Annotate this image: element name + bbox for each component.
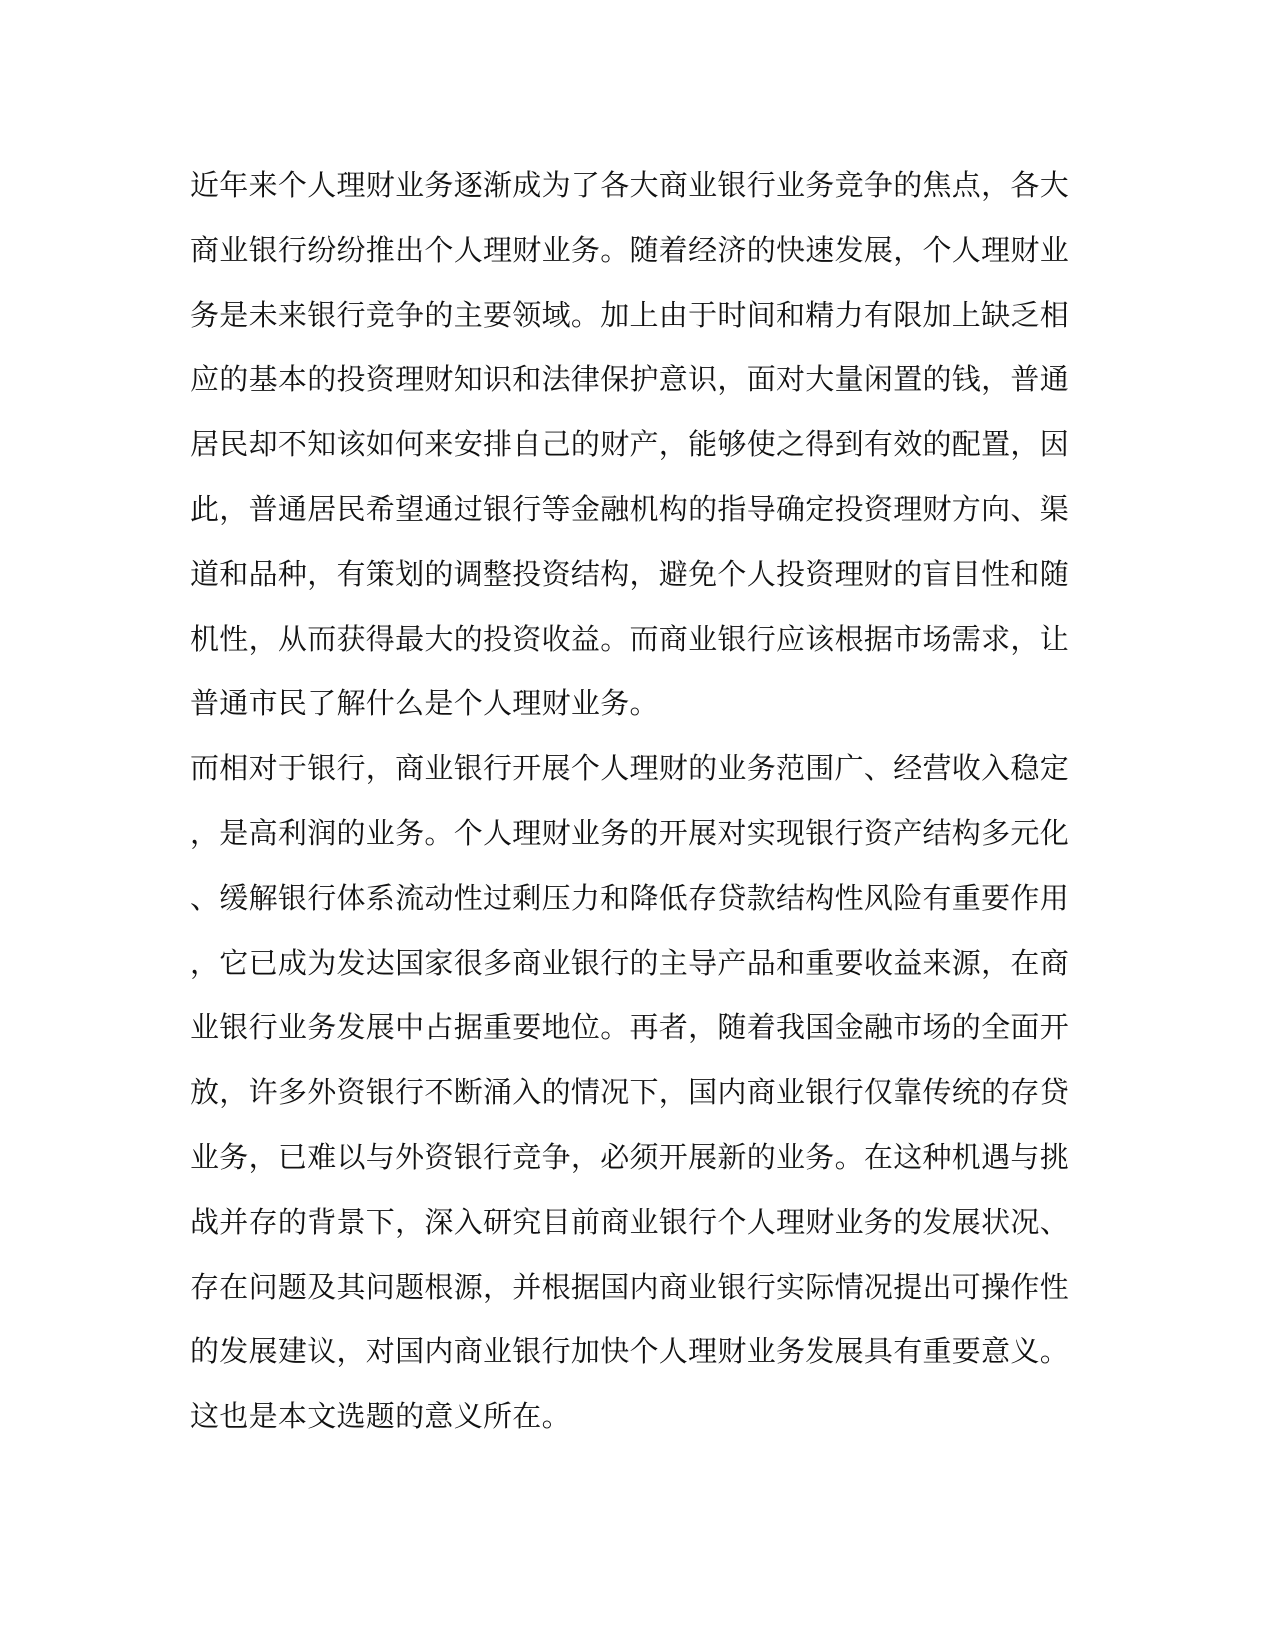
text-line: 务是未来银行竞争的主要领域。加上由于时间和精力有限加上缺乏相: [190, 297, 1070, 332]
body-text: [190, 153, 1070, 1449]
text-line: 放，许多外资银行不断涌入的情况下，国内商业银行仅靠传统的存贷: [190, 1075, 1070, 1110]
text-line: ，它已成为发达国家很多商业银行的主导产品和重要收益来源，在商: [190, 945, 1070, 980]
text-line: 战并存的背景下，深入研究目前商业银行个人理财业务的发展状况、: [190, 1204, 1070, 1239]
text-line: 近年来个人理财业务逐渐成为了各大商业银行业务竞争的焦点，各大: [190, 168, 1070, 202]
text-line: 道和品种，有策划的调整投资结构，避免个人投资理财的盲目性和随: [190, 556, 1070, 591]
text-line: 存在问题及其问题根源，并根据国内商业银行实际情况提出可操作性: [190, 1269, 1070, 1304]
text-line: 业务，已难以与外资银行竞争，必须开展新的业务。在这种机遇与挑: [190, 1139, 1070, 1174]
text-line: ，是高利润的业务。个人理财业务的开展对实现银行资产结构多元化: [190, 815, 1070, 850]
text-line: 、缓解银行体系流动性过剩压力和降低存贷款结构性风险有重要作用: [190, 880, 1070, 915]
text-line: 应的基本的投资理财知识和法律保护意识，面对大量闲置的钱，普通: [190, 362, 1070, 397]
text-line: 此，普通居民希望通过银行等金融机构的指导确定投资理财方向、渠: [190, 491, 1070, 526]
text-line: 普通市民了解什么是个人理财业务。: [190, 686, 659, 721]
text-line: 的发展建议，对国内商业银行加快个人理财业务发展具有重要意义。: [190, 1334, 1070, 1369]
text-line: 业银行业务发展中占据重要地位。再者，随着我国金融市场的全面开: [190, 1010, 1070, 1045]
paragraph-2: [190, 736, 1070, 1449]
text-line: 居民却不知该如何来安排自己的财产，能够使之得到有效的配置，因: [190, 427, 1070, 462]
text-line: 商业银行纷纷推出个人理财业务。随着经济的快速发展，个人理财业: [190, 232, 1070, 267]
text-line: 而相对于银行，商业银行开展个人理财的业务范围广、经营收入稳定: [190, 751, 1070, 786]
text-line: 机性，从而获得最大的投资收益。而商业银行应该根据市场需求，让: [190, 621, 1070, 656]
text-line: 这也是本文选题的意义所在。: [190, 1399, 571, 1434]
paragraph-1: [190, 153, 1070, 736]
